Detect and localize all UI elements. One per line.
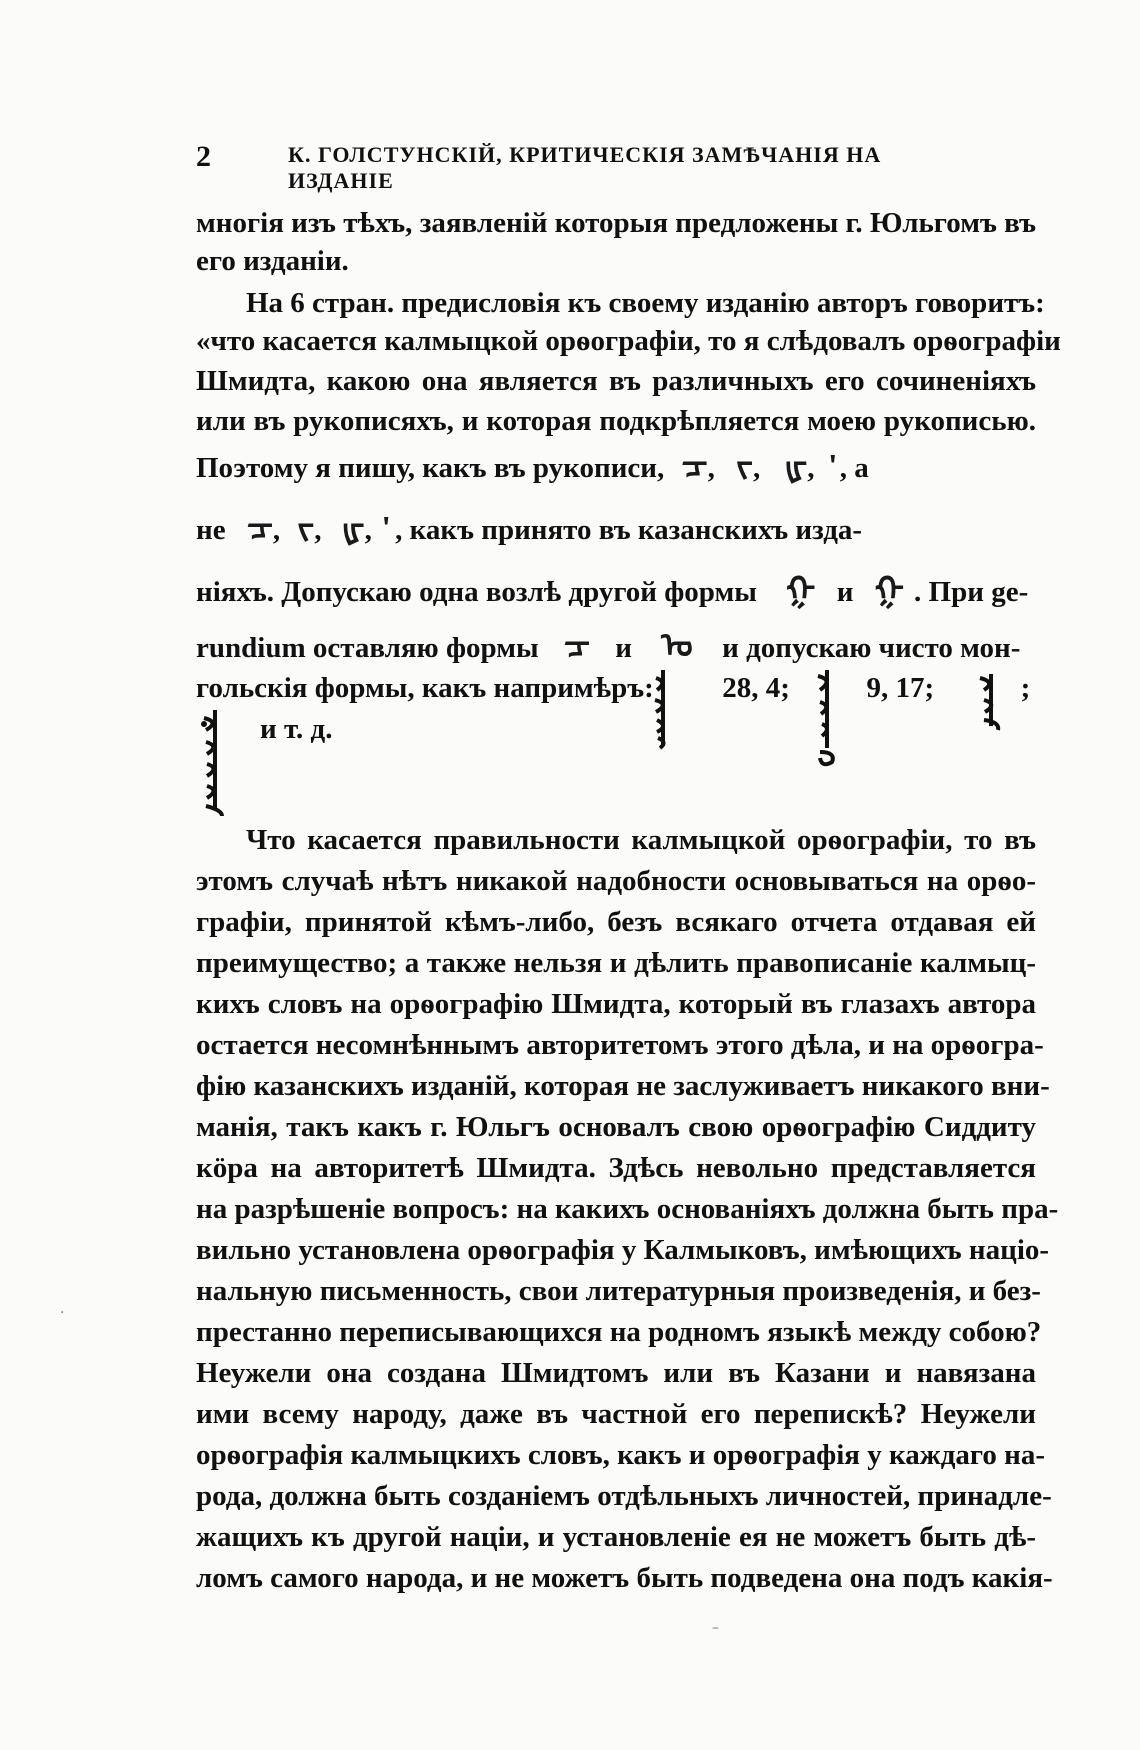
mongolian-script-glyph-icon: ᠭ	[786, 570, 816, 610]
text-line: этомъ случаѣ нѣтъ никакой надобности основываться на орѳо-	[196, 865, 1036, 897]
text-line: Шмидта, какою она является въ различныхъ его сочиненіяхъ	[196, 365, 1036, 397]
text-line: Неужели она создана Шмидтомъ или въ Казани и навязана	[196, 1357, 1036, 1389]
text-fragment: ніяхъ. Допускаю одна возлѣ другой формы	[196, 576, 757, 608]
mongolian-script-glyph-icon: ᡁ	[342, 508, 365, 548]
mongolian-script-glyph-icon: ᠴ	[246, 508, 273, 548]
text-line: жащихъ къ другой націи, и установленіе ея не можетъ быть дѣ-	[196, 1521, 1036, 1553]
mongolian-script-glyph-icon: ᠵ	[297, 508, 315, 548]
mongolian-script-glyph-icon: ᠴ	[563, 626, 590, 666]
text-line: многія изъ тѣхъ, заявленій которыя предложены г. Юльгомъ въ	[196, 207, 1036, 239]
text-line: «что касается калмыцкой орѳографіи, то я слѣдовалъ орѳографіи	[196, 325, 1061, 357]
mongolian-vertical-word-icon	[812, 668, 842, 770]
text-line-with-glyphs	[196, 670, 1036, 706]
text-fragment: 9, 17;	[866, 672, 935, 704]
text-line: нальную письменность, свои литературныя произведенія, и без-	[196, 1275, 1041, 1307]
text-line-with-glyphs	[196, 572, 1036, 610]
text-fragment: , какъ принято въ казанскихъ изда-	[395, 514, 863, 546]
text-line: его изданіи.	[196, 245, 349, 277]
running-title: К. ГОЛСТУНСКІЙ, КРИТИЧЕСКІЯ ЗАМѢЧАНІЯ НА ИЗДАНІЕ	[288, 142, 882, 193]
text-line: манія, такъ какъ г. Юльгъ основалъ свою орѳографію Сиддиту	[196, 1111, 1036, 1143]
text-line-with-glyphs: Поэтому я пишу, какъ въ рукописи, ᠴ, ᠵ, ᡁ, , а	[196, 446, 869, 486]
text-line: или въ рукописяхъ, и которая подкрѣпляется моею рукописью.	[196, 405, 1036, 437]
text-line: ими всему народу, даже въ частной его перепискѣ? Неужели	[196, 1398, 1036, 1430]
scan-speck: ·	[60, 1305, 65, 1321]
text-line: ломъ самого народа, и не можетъ быть подведена она подъ какія-	[196, 1562, 1053, 1594]
text-fragment: гольскія формы, какъ напримѣръ:	[196, 672, 654, 704]
mongolian-vertical-word-icon	[648, 668, 678, 750]
text-line: на разрѣшеніе вопросъ: на какихъ основаніяхъ должна быть пра-	[196, 1193, 1059, 1225]
text-line: остается несомнѣннымъ авторитетомъ этого дѣла, и на орѳогра-	[196, 1029, 1044, 1061]
mongolian-script-glyph-icon: ᡁ	[785, 446, 808, 486]
text-line: преимущество; а также нельзя и дѣлить правописаніе калмыц-	[196, 947, 1036, 979]
mongolian-vertical-word-icon	[198, 708, 228, 818]
text-fragment: . При ge-	[914, 576, 1029, 608]
text-line-with-glyphs: не ᠴ, ᠵ, ᡁ, , какъ принято въ казанскихъ изда-	[196, 508, 863, 548]
mongolian-script-glyph-icon: ᠭ	[874, 570, 905, 610]
text-fragment: ;	[1020, 672, 1031, 704]
text-fragment: 28, 4;	[722, 672, 790, 704]
mongolian-vertical-word-icon	[976, 672, 1006, 732]
text-line: престанно переписывающихся на родномъ языкѣ между собою?	[196, 1316, 1042, 1348]
text-line: На 6 стран. предисловія къ своему изданію авторъ говоритъ:	[246, 287, 1045, 319]
text-line: кихъ словъ на орѳографію Шмидта, который въ глазахъ автора	[196, 988, 1036, 1020]
text-line: фію казанскихъ изданій, которая не заслуживаетъ никакого вни-	[196, 1070, 1050, 1102]
text-line: вильно установлена орѳографія у Калмыковъ, имѣющихъ націо-	[196, 1234, 1050, 1266]
text-fragment: не	[196, 514, 226, 546]
text-line-with-glyphs	[196, 628, 1036, 666]
text-fragment: и допускаю чисто мон-	[722, 632, 1021, 664]
text-line: орѳографія калмыцкихъ словъ, какъ и орѳографія у каждаго на-	[196, 1439, 1045, 1471]
mongolian-script-glyph-icon: ᠴ	[681, 446, 708, 486]
text-fragment: и	[615, 632, 632, 664]
mongolian-script-glyph-icon: ᠵ	[736, 446, 753, 486]
text-line: графіи, принятой кѣмъ-либо, безъ всякаго отчета отдавая ей	[196, 906, 1036, 938]
mongolian-script-glyph-icon: ᠤ	[661, 626, 693, 666]
page-number: 2	[196, 140, 212, 173]
text-fragment: , а	[839, 452, 869, 484]
text-line: кӧра на авторитетѣ Шмидта. Здѣсь невольно представляется	[196, 1152, 1036, 1184]
text-line: и т. д.	[260, 713, 333, 745]
text-fragment: rundium оставляю формы	[196, 632, 539, 664]
text-fragment: и	[836, 576, 854, 608]
text-line: Что касается правильности калмыцкой орѳографіи, то въ	[246, 824, 1036, 856]
text-line: рода, должна быть созданіемъ отдѣльныхъ личностей, принадле-	[196, 1480, 1052, 1512]
scan-speck: –	[712, 1620, 719, 1636]
text-fragment: Поэтому я пишу, какъ въ рукописи,	[196, 452, 665, 484]
